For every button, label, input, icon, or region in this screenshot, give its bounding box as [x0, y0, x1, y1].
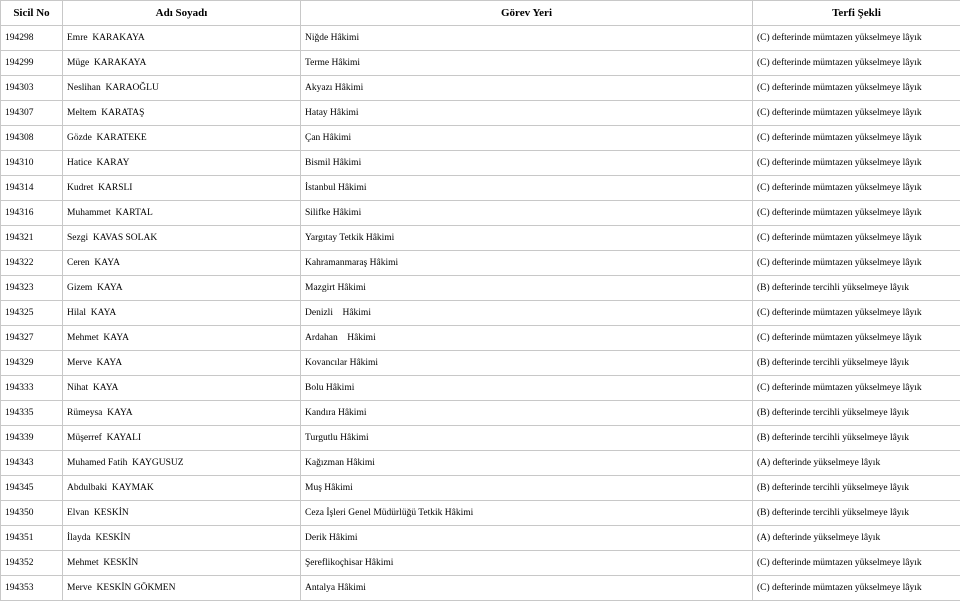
table-row — [1, 301, 960, 326]
cell-terfi-sekli: (C) defterinde mümtazen yükselmeye lâyık — [753, 576, 960, 601]
cell-gorev-yeri: Ceza İşleri Genel Müdürlüğü Tetkik Hâkimi — [301, 501, 753, 526]
header-terfi-sekli: Terfi Şekli — [753, 1, 960, 26]
cell-gorev-yeri: Silifke Hâkimi — [301, 201, 753, 226]
header-adi-soyadi: Adı Soyadı — [63, 1, 301, 26]
cell-sicil-no: 194298 — [1, 26, 63, 51]
cell-gorev-yeri: Turgutlu Hâkimi — [301, 426, 753, 451]
cell-terfi-sekli: (C) defterinde mümtazen yükselmeye lâyık — [753, 326, 960, 351]
cell-adi-soyadi: Abdulbaki KAYMAK — [63, 476, 301, 501]
cell-terfi-sekli: (C) defterinde mümtazen yükselmeye lâyık — [753, 151, 960, 176]
cell-terfi-sekli: (C) defterinde mümtazen yükselmeye lâyık — [753, 51, 960, 76]
header-sicil-no: Sicil No — [1, 1, 63, 26]
table-row — [1, 251, 960, 276]
cell-gorev-yeri: Muş Hâkimi — [301, 476, 753, 501]
cell-terfi-sekli: (C) defterinde mümtazen yükselmeye lâyık — [753, 76, 960, 101]
cell-terfi-sekli: (C) defterinde mümtazen yükselmeye lâyık — [753, 251, 960, 276]
cell-gorev-yeri: Çan Hâkimi — [301, 126, 753, 151]
cell-terfi-sekli: (C) defterinde mümtazen yükselmeye lâyık — [753, 226, 960, 251]
cell-gorev-yeri: Niğde Hâkimi — [301, 26, 753, 51]
cell-gorev-yeri: Bolu Hâkimi — [301, 376, 753, 401]
cell-sicil-no: 194310 — [1, 151, 63, 176]
cell-gorev-yeri: Derik Hâkimi — [301, 526, 753, 551]
cell-adi-soyadi: Emre KARAKAYA — [63, 26, 301, 51]
table-row — [1, 176, 960, 201]
cell-sicil-no: 194353 — [1, 576, 63, 601]
cell-adi-soyadi: Müge KARAKAYA — [63, 51, 301, 76]
table-body — [1, 26, 960, 601]
cell-gorev-yeri: Ardahan Hâkimi — [301, 326, 753, 351]
cell-terfi-sekli: (B) defterinde tercihli yükselmeye lâyık — [753, 501, 960, 526]
cell-sicil-no: 194321 — [1, 226, 63, 251]
cell-adi-soyadi: Ceren KAYA — [63, 251, 301, 276]
header-gorev-yeri: Görev Yeri — [301, 1, 753, 26]
cell-adi-soyadi: Rümeysa KAYA — [63, 401, 301, 426]
cell-sicil-no: 194303 — [1, 76, 63, 101]
cell-sicil-no: 194299 — [1, 51, 63, 76]
cell-sicil-no: 194333 — [1, 376, 63, 401]
cell-gorev-yeri: Antalya Hâkimi — [301, 576, 753, 601]
cell-gorev-yeri: Bismil Hâkimi — [301, 151, 753, 176]
cell-sicil-no: 194329 — [1, 351, 63, 376]
cell-terfi-sekli: (B) defterinde tercihli yükselmeye lâyık — [753, 351, 960, 376]
cell-gorev-yeri: Akyazı Hâkimi — [301, 76, 753, 101]
cell-gorev-yeri: Terme Hâkimi — [301, 51, 753, 76]
cell-sicil-no: 194343 — [1, 451, 63, 476]
cell-sicil-no: 194339 — [1, 426, 63, 451]
cell-terfi-sekli: (C) defterinde mümtazen yükselmeye lâyık — [753, 201, 960, 226]
table-row — [1, 576, 960, 601]
cell-adi-soyadi: Neslihan KARAOĞLU — [63, 76, 301, 101]
cell-adi-soyadi: Elvan KESKİN — [63, 501, 301, 526]
cell-gorev-yeri: Kahramanmaraş Hâkimi — [301, 251, 753, 276]
cell-terfi-sekli: (C) defterinde mümtazen yükselmeye lâyık — [753, 176, 960, 201]
table-row — [1, 426, 960, 451]
cell-sicil-no: 194350 — [1, 501, 63, 526]
table-row — [1, 126, 960, 151]
cell-gorev-yeri: Mazgirt Hâkimi — [301, 276, 753, 301]
cell-terfi-sekli: (A) defterinde yükselmeye lâyık — [753, 526, 960, 551]
cell-gorev-yeri: Kandıra Hâkimi — [301, 401, 753, 426]
cell-sicil-no: 194327 — [1, 326, 63, 351]
table-row — [1, 526, 960, 551]
cell-gorev-yeri: Kağızman Hâkimi — [301, 451, 753, 476]
table-row — [1, 276, 960, 301]
cell-adi-soyadi: Sezgi KAVAS SOLAK — [63, 226, 301, 251]
table-row — [1, 51, 960, 76]
cell-adi-soyadi: Müşerref KAYALI — [63, 426, 301, 451]
cell-terfi-sekli: (C) defterinde mümtazen yükselmeye lâyık — [753, 301, 960, 326]
cell-adi-soyadi: Merve KESKİN GÖKMEN — [63, 576, 301, 601]
cell-adi-soyadi: Muhamed Fatih KAYGUSUZ — [63, 451, 301, 476]
cell-terfi-sekli: (C) defterinde mümtazen yükselmeye lâyık — [753, 26, 960, 51]
cell-adi-soyadi: Kudret KARSLI — [63, 176, 301, 201]
table-row — [1, 101, 960, 126]
table-row — [1, 476, 960, 501]
cell-adi-soyadi: Mehmet KESKİN — [63, 551, 301, 576]
table-row — [1, 551, 960, 576]
cell-gorev-yeri: Denizli Hâkimi — [301, 301, 753, 326]
cell-terfi-sekli: (C) defterinde mümtazen yükselmeye lâyık — [753, 376, 960, 401]
table-row — [1, 451, 960, 476]
cell-gorev-yeri: Kovancılar Hâkimi — [301, 351, 753, 376]
cell-sicil-no: 194316 — [1, 201, 63, 226]
cell-terfi-sekli: (B) defterinde tercihli yükselmeye lâyık — [753, 401, 960, 426]
cell-sicil-no: 194351 — [1, 526, 63, 551]
cell-adi-soyadi: İlayda KESKİN — [63, 526, 301, 551]
cell-sicil-no: 194314 — [1, 176, 63, 201]
cell-sicil-no: 194307 — [1, 101, 63, 126]
cell-terfi-sekli: (C) defterinde mümtazen yükselmeye lâyık — [753, 101, 960, 126]
table-row — [1, 76, 960, 101]
cell-adi-soyadi: Gizem KAYA — [63, 276, 301, 301]
table-row — [1, 201, 960, 226]
cell-gorev-yeri: Şereflikoçhisar Hâkimi — [301, 551, 753, 576]
cell-sicil-no: 194325 — [1, 301, 63, 326]
cell-adi-soyadi: Hatice KARAY — [63, 151, 301, 176]
cell-terfi-sekli: (B) defterinde tercihli yükselmeye lâyık — [753, 276, 960, 301]
cell-adi-soyadi: Muhammet KARTAL — [63, 201, 301, 226]
header-row — [1, 1, 960, 26]
cell-adi-soyadi: Merve KAYA — [63, 351, 301, 376]
table-row — [1, 501, 960, 526]
table-row — [1, 151, 960, 176]
cell-terfi-sekli: (B) defterinde tercihli yükselmeye lâyık — [753, 476, 960, 501]
cell-sicil-no: 194352 — [1, 551, 63, 576]
table-row — [1, 351, 960, 376]
cell-sicil-no: 194345 — [1, 476, 63, 501]
table-row — [1, 401, 960, 426]
cell-sicil-no: 194308 — [1, 126, 63, 151]
cell-adi-soyadi: Gözde KARATEKE — [63, 126, 301, 151]
table-row — [1, 326, 960, 351]
cell-adi-soyadi: Nihat KAYA — [63, 376, 301, 401]
cell-gorev-yeri: Yargıtay Tetkik Hâkimi — [301, 226, 753, 251]
cell-sicil-no: 194335 — [1, 401, 63, 426]
cell-sicil-no: 194323 — [1, 276, 63, 301]
cell-terfi-sekli: (A) defterinde yükselmeye lâyık — [753, 451, 960, 476]
table-row — [1, 26, 960, 51]
cell-gorev-yeri: Hatay Hâkimi — [301, 101, 753, 126]
cell-adi-soyadi: Mehmet KAYA — [63, 326, 301, 351]
cell-terfi-sekli: (C) defterinde mümtazen yükselmeye lâyık — [753, 551, 960, 576]
table-row — [1, 376, 960, 401]
cell-terfi-sekli: (C) defterinde mümtazen yükselmeye lâyık — [753, 126, 960, 151]
table-row — [1, 226, 960, 251]
cell-gorev-yeri: İstanbul Hâkimi — [301, 176, 753, 201]
cell-adi-soyadi: Hilal KAYA — [63, 301, 301, 326]
cell-adi-soyadi: Meltem KARATAŞ — [63, 101, 301, 126]
cell-terfi-sekli: (B) defterinde tercihli yükselmeye lâyık — [753, 426, 960, 451]
cell-sicil-no: 194322 — [1, 251, 63, 276]
